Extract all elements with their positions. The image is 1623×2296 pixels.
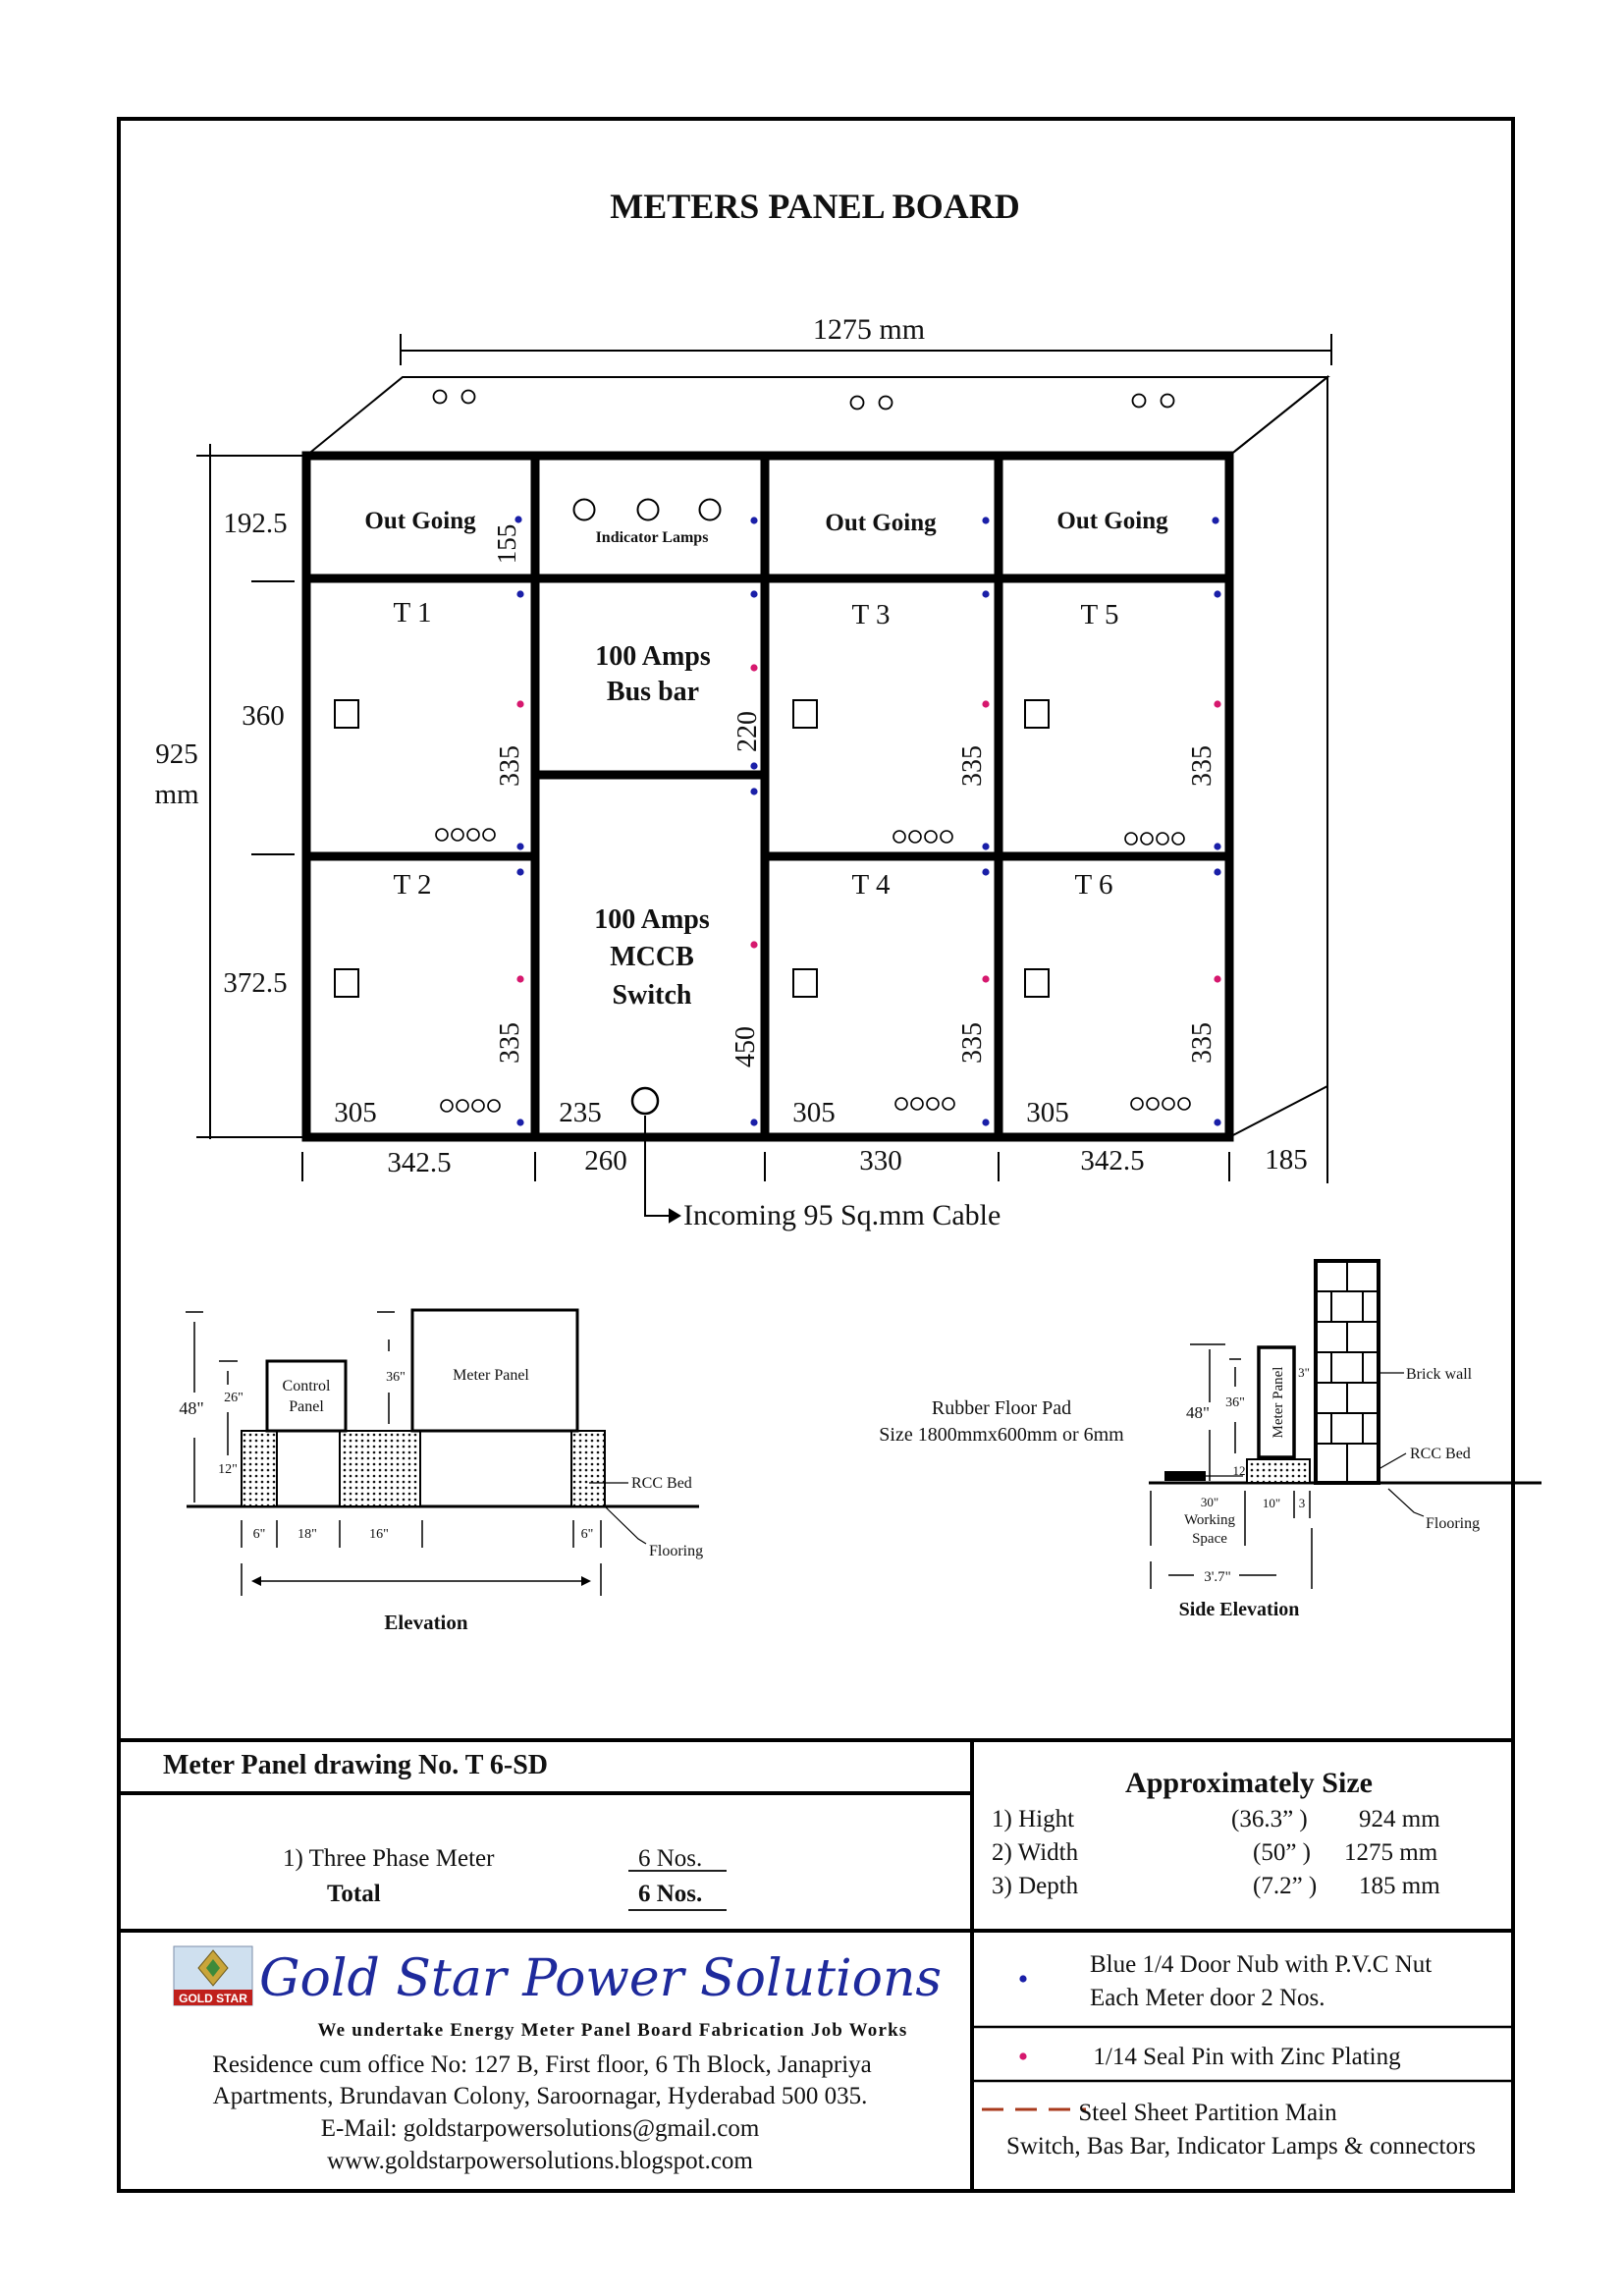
legend-pink-dot (1019, 2052, 1026, 2059)
incoming-cable-arrow (645, 1116, 679, 1222)
elev-rcc-label: RCC Bed (631, 1475, 692, 1492)
side-brick-wall: Brick wall (1406, 1366, 1473, 1383)
busbar-dim: 220 (732, 711, 763, 752)
meter-dim-t1: 335 (495, 745, 525, 787)
side-dim-48: 48" (1186, 1403, 1210, 1422)
company-logo (174, 1946, 252, 2005)
item-total-label: Total (327, 1881, 381, 1907)
panel-3d-outline (306, 377, 1327, 1137)
row-height-3: 372.5 (223, 967, 288, 999)
meter-label-t2: T 2 (393, 869, 432, 901)
meter-dim-t5: 335 (1187, 745, 1217, 787)
panel-front (306, 456, 1229, 1137)
height-dimensions (196, 444, 306, 1139)
col-width-2: 260 (584, 1145, 627, 1176)
mccb-bottom-dim: 235 (559, 1097, 602, 1128)
meter-dim-t4: 335 (957, 1022, 988, 1064)
meter-label-t1: T 1 (393, 597, 432, 629)
page-title: METERS PANEL BOARD (610, 187, 1020, 226)
legend-blue-line-2: Each Meter door 2 Nos. (1090, 1985, 1325, 2011)
elevation-drawing (186, 1310, 699, 1596)
item-total-qty: 6 Nos. (638, 1881, 703, 1907)
elev-control-panel-1: Control (282, 1378, 331, 1394)
meter-label-t6: T 6 (1074, 869, 1113, 901)
col-width-3: 330 (859, 1145, 902, 1176)
approx-row-3-mm: 185 mm (1359, 1873, 1440, 1899)
approx-row-3-label: 3) Depth (992, 1873, 1079, 1899)
meter-bottom-dim-t2: 305 (334, 1097, 377, 1128)
width-dimension (401, 313, 1331, 365)
approx-row-2-mm: 1275 mm (1344, 1839, 1438, 1866)
elev-dim-36: 36" (386, 1370, 406, 1385)
legend-steel-line-2: Switch, Bas Bar, Indicator Lamps & connectors (1005, 2133, 1477, 2159)
meter-dim-t2: 335 (495, 1022, 525, 1064)
side-dim-3b: 3 (1298, 1496, 1306, 1510)
col-width-1: 342.5 (387, 1147, 452, 1178)
side-elev-caption: Side Elevation (1178, 1599, 1300, 1620)
elev-meter-panel: Meter Panel (453, 1367, 529, 1384)
approx-row-2-inch: (50” ) (1253, 1839, 1311, 1866)
approx-size-title: Approximately Size (1125, 1767, 1373, 1799)
meter-label-t4: T 4 (851, 869, 891, 901)
side-working-2: Working (1183, 1512, 1236, 1528)
drawing-number: Meter Panel drawing No. T 6-SD (163, 1750, 548, 1780)
approx-row-1-inch: (36.3” ) (1231, 1806, 1308, 1832)
meter-label-t3: T 3 (851, 599, 891, 630)
mccb-line-2: MCCB (610, 942, 694, 972)
row-height-1: 192.5 (223, 508, 288, 539)
elev-bottom-dim-4: 6" (580, 1527, 594, 1542)
side-rcc-label: RCC Bed (1410, 1446, 1471, 1462)
incoming-cable-gland (632, 1088, 658, 1114)
outgoing-label-2: Out Going (825, 510, 937, 536)
legend-blue-dot (1019, 1975, 1026, 1982)
side-flooring-label: Flooring (1426, 1515, 1481, 1532)
elev-caption: Elevation (384, 1611, 468, 1634)
company-address-1: Residence cum office No: 127 B, First floor, 6 Th Block, Janapriya (212, 2051, 872, 2078)
approx-row-3-inch: (7.2” ) (1253, 1873, 1318, 1899)
company-tagline: We undertake Energy Meter Panel Board Fabrication Job Works (317, 2020, 908, 2041)
top-holes (434, 391, 1174, 410)
approx-row-1-label: 1) Hight (992, 1806, 1075, 1832)
busbar-line-2: Bus bar (606, 677, 700, 707)
mccb-dim: 450 (730, 1026, 761, 1067)
meter-dim-t6: 335 (1187, 1022, 1217, 1064)
outgoing-label-1: Out Going (364, 508, 476, 534)
side-dim-12: 12 (1232, 1463, 1246, 1478)
meter-bottom-dim-t6: 305 (1026, 1097, 1069, 1128)
elev-control-panel-2: Panel (289, 1398, 324, 1415)
side-dim-37: 3'.7" (1204, 1569, 1231, 1585)
logo-text: GOLD STAR (179, 1992, 247, 2005)
height-label-value: 925 (155, 738, 198, 770)
meter-bottom-dim-t4: 305 (792, 1097, 836, 1128)
side-working-3: Space (1192, 1531, 1227, 1547)
approx-row-1-mm: 924 mm (1359, 1806, 1440, 1832)
side-dim-10: 10" (1262, 1496, 1281, 1510)
depth-label: 185 (1265, 1144, 1308, 1175)
side-working-1: 30" (1200, 1495, 1219, 1509)
side-rubber-pad-2: Size 1800mmx600mm or 6mm (879, 1424, 1124, 1446)
side-dim-3: 3" (1298, 1365, 1310, 1380)
elev-flooring-label: Flooring (649, 1543, 704, 1559)
indicator-lamps (574, 500, 721, 520)
company-website: www.goldstarpowersolutions.blogspot.com (327, 2148, 753, 2174)
company-name: Gold Star Power Solutions (259, 1949, 943, 2008)
outgoing-label-3: Out Going (1056, 508, 1168, 534)
elev-dim-26: 26" (224, 1391, 243, 1405)
busbar-line-1: 100 Amps (595, 641, 711, 672)
mccb-line-1: 100 Amps (594, 904, 710, 935)
company-email: E-Mail: goldstarpowersolutions@gmail.com (320, 2115, 760, 2142)
legend-blue-line-1: Blue 1/4 Door Nub with P.V.C Nut (1090, 1951, 1433, 1978)
item-three-phase-qty: 6 Nos. (638, 1845, 703, 1872)
row-height-2: 360 (242, 700, 285, 732)
meter-dim-t3: 335 (957, 745, 988, 787)
side-rubber-pad-1: Rubber Floor Pad (931, 1397, 1072, 1419)
incoming-cable-label: Incoming 95 Sq.mm Cable (683, 1199, 1001, 1231)
height-label-unit: mm (154, 779, 199, 810)
elev-bottom-dim-1: 6" (252, 1527, 266, 1542)
elev-bottom-dim-2: 18" (298, 1527, 317, 1542)
elev-bottom-dim-3: 16" (369, 1527, 389, 1542)
elev-dim-48: 48" (179, 1398, 204, 1418)
dim-155: 155 (492, 523, 521, 565)
meter-label-t5: T 5 (1080, 599, 1119, 630)
width-label: 1275 mm (812, 313, 926, 346)
elev-dim-12: 12" (218, 1462, 238, 1477)
legend-steel-line-1: Steel Sheet Partition Main (1078, 2100, 1337, 2126)
legend-pink-label: 1/14 Seal Pin with Zinc Plating (1093, 2044, 1401, 2070)
side-dim-36: 36" (1225, 1395, 1245, 1410)
indicator-lamps-label: Indicator Lamps (595, 529, 709, 546)
item-three-phase-meter: 1) Three Phase Meter (283, 1845, 495, 1872)
mccb-line-3: Switch (612, 980, 692, 1011)
approx-row-2-label: 2) Width (992, 1839, 1079, 1866)
company-address-2: Apartments, Brundavan Colony, Saroornagar, Hyderabad 500 035. (212, 2083, 868, 2109)
side-meter-panel: Meter Panel (1271, 1366, 1286, 1439)
col-width-4: 342.5 (1080, 1145, 1145, 1176)
